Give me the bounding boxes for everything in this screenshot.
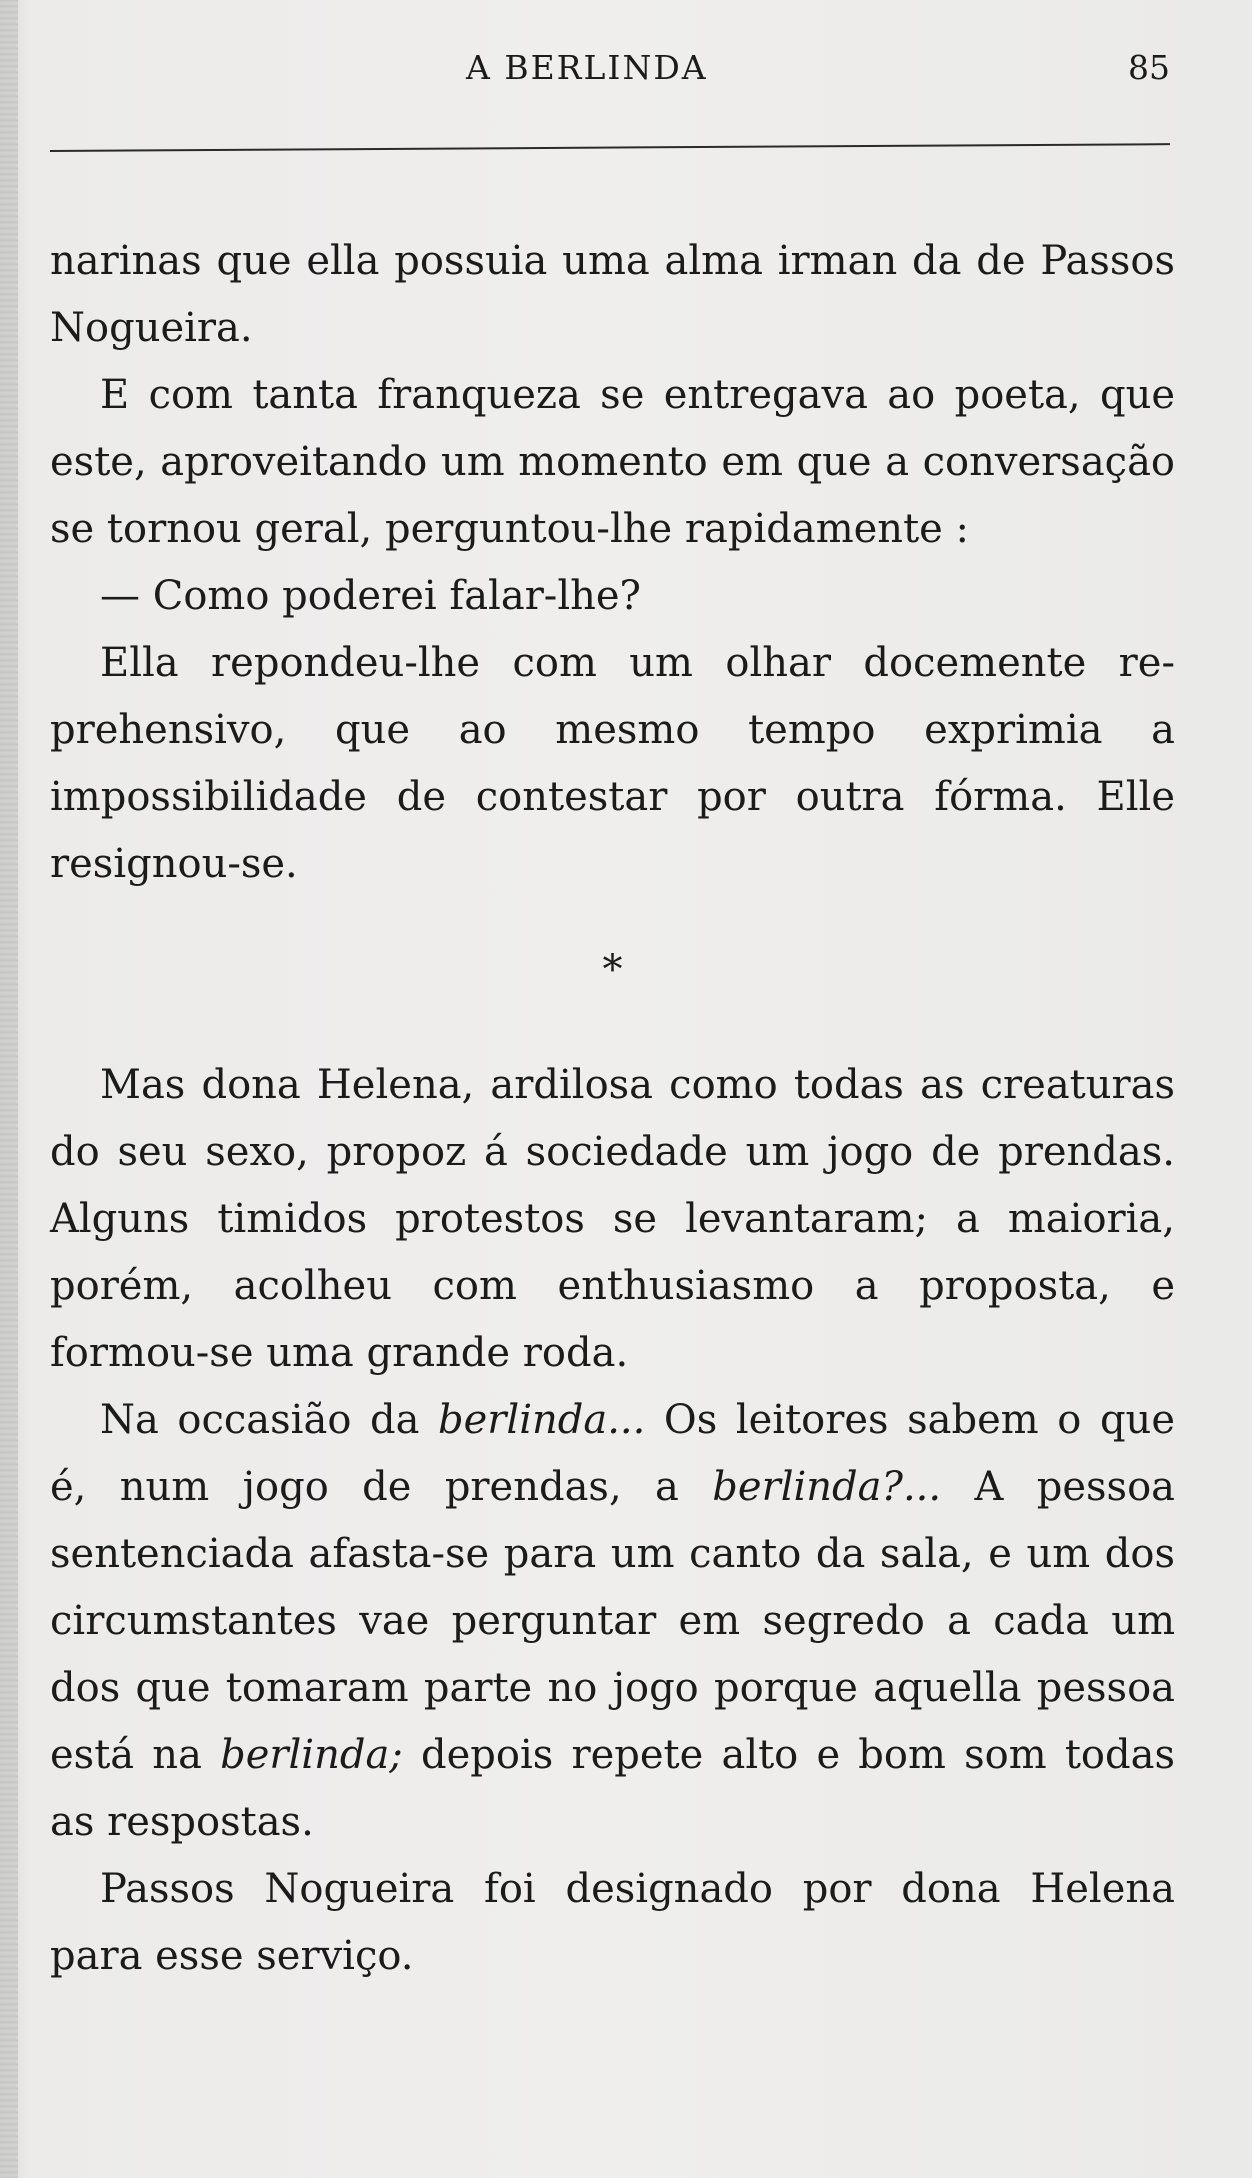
paragraph-text: Ella repondeu-lhe com um olhar docemente reprehensivo, que ao mesmo tempo exprimia a impossibilidade de contestar por outra fórma. Elle resignou-se. <box>50 640 1175 887</box>
paragraph-text: E com tanta franqueza se entregava ao poeta, que este, aproveitando um momento em que a conversação se tornou geral, perguntou-lhe rapidamente : <box>50 372 1175 552</box>
italic-term: berlinda; <box>220 1732 403 1778</box>
paragraph-text: depois repete alto e bom som todas as respostas. <box>50 1732 1175 1845</box>
running-title: A BERLINDA <box>466 48 708 87</box>
page-number: 85 <box>1128 48 1170 87</box>
paragraph <box>50 228 1175 362</box>
paragraph <box>50 362 1175 563</box>
asterisk-ornament: * <box>602 947 623 993</box>
header-rule <box>50 143 1170 152</box>
paragraph <box>50 1856 1175 1990</box>
paragraph-text: Passos Nogueira foi designado por dona Helena para esse serviço. <box>50 1866 1175 1979</box>
paragraph-text: A pessoa sentenciada afasta-se para um canto da sala, e um dos circumstantes vae perguntar em segredo a cada um dos que tomaram parte no jogo porque aquella pessoa está na <box>50 1464 1176 1778</box>
section-separator <box>50 940 1175 1000</box>
running-header <box>50 48 1170 98</box>
paragraph <box>50 1387 1175 1856</box>
paragraph-text: Na occasião da <box>100 1397 439 1443</box>
paragraph <box>50 630 1175 898</box>
paragraph-text: Os leitores sabem o que é, num jogo de prendas, a <box>50 1397 1175 1510</box>
page-binding-edge <box>0 0 18 2178</box>
paragraph-text: — Como poderei falar-lhe? <box>100 573 641 619</box>
italic-term: berlinda?... <box>712 1464 942 1510</box>
paragraph-text: narinas que ella possuia uma alma irman da de Passos Nogueira. <box>50 238 1175 351</box>
body-text <box>50 228 1175 1990</box>
paragraph <box>50 1052 1175 1387</box>
italic-term: berlinda... <box>438 1397 646 1443</box>
paragraph-text: Mas dona Helena, ardilosa como todas as creaturas do seu sexo, propoz á sociedade um jogo de prendas. Alguns timidos protestos se levantaram; a maioria, porém, acolheu com enthusiasmo a proposta, e formou-se uma grande roda. <box>50 1062 1175 1376</box>
dialogue-line <box>50 563 1175 630</box>
